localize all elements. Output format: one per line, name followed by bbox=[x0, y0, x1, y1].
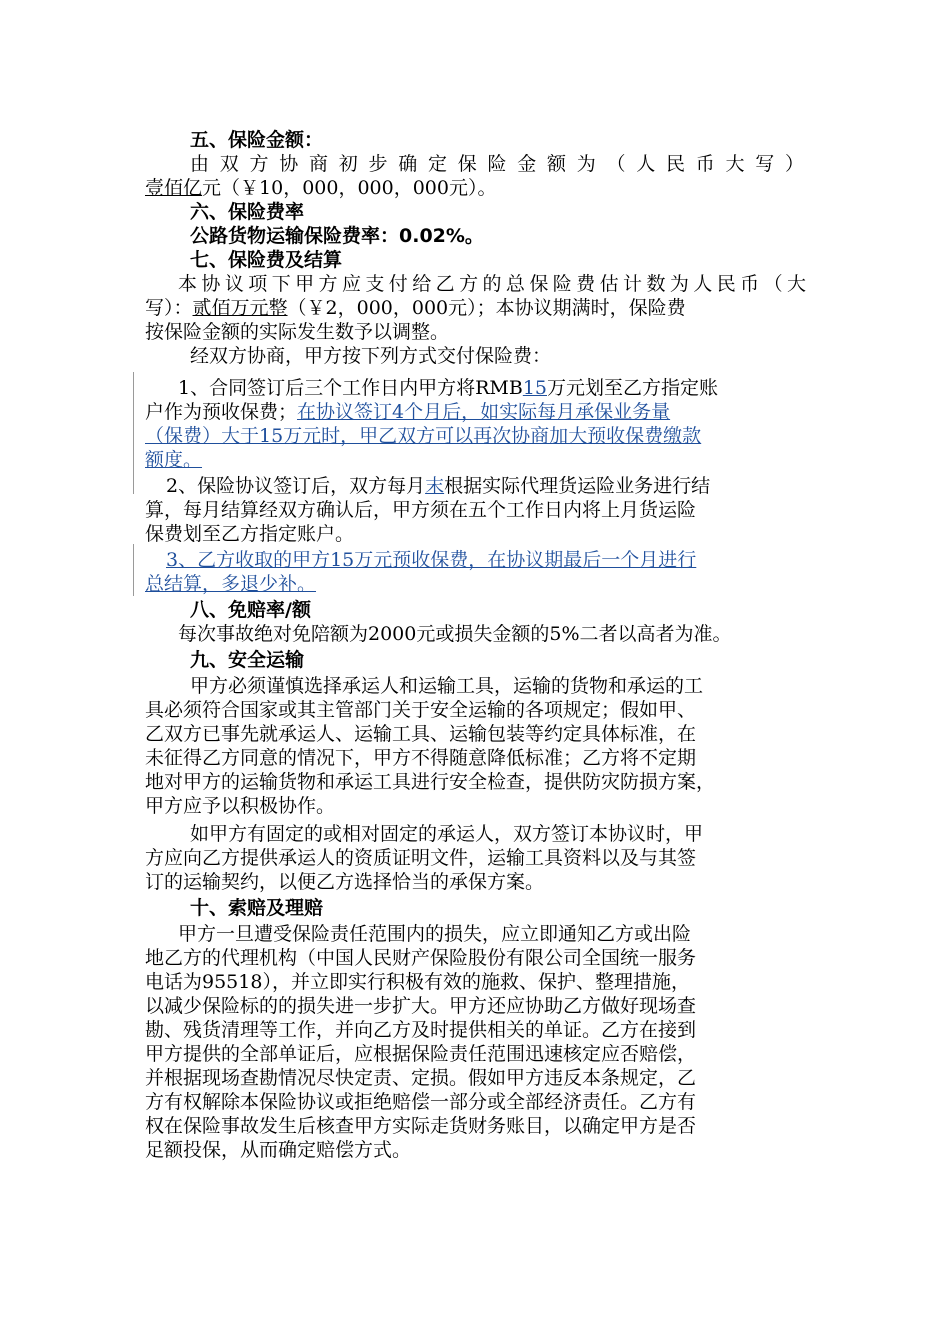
total-premium-uppercase: 贰佰万元整 bbox=[192, 297, 288, 319]
item-1-line-4: 额度。 bbox=[145, 449, 203, 471]
section-10-p1-line: 地乙方的代理机构（中国人民财产保险股份有限公司全国统一服务 bbox=[145, 947, 697, 969]
premium-rate: 公路货物运输保险费率：0.02%。 bbox=[190, 225, 484, 247]
section-10-p1-line: 权在保险事故发生后核查甲方实际走货财务账目，以确定甲方是否 bbox=[145, 1115, 697, 1137]
section-9-p2-line: 订的运输契约，以便乙方选择恰当的承保方案。 bbox=[145, 871, 545, 893]
item-2-line-3: 保费划至乙方指定账户。 bbox=[145, 523, 355, 545]
revision-bar bbox=[133, 372, 134, 494]
section-10-p1-line: 以减少保险标的的损失进一步扩大。甲方还应协助乙方做好现场查 bbox=[145, 995, 697, 1017]
section-9-heading: 九、安全运输 bbox=[190, 649, 305, 671]
section-5-line-2: 壹佰亿元（￥10，000，000，000元）。 bbox=[145, 177, 497, 199]
item-1-line-3: （保费）大于15万元时，甲乙双方可以再次协商加大预收保费缴款 bbox=[145, 425, 702, 447]
section-8-text: 每次事故绝对免陪额为2000元或损失金额的5%二者以高者为准。 bbox=[178, 623, 732, 645]
section-10-heading: 十、索赔及理赔 bbox=[190, 897, 324, 919]
section-10-p1-line: 方有权解除本保险协议或拒绝赔偿一部分或全部经济责任。乙方有 bbox=[145, 1091, 697, 1113]
section-9-p1-line: 乙双方已事先就承运人、运输工具、运输包装等约定具体标准，在 bbox=[145, 723, 697, 745]
revision-text: 在协议签订4个月后，如实际每月承保业务量 bbox=[297, 401, 671, 423]
section-10-p1-line: 电话为95518），并立即实行积极有效的施救、保护、整理措施， bbox=[145, 971, 690, 993]
section-9-p1-line: 地对甲方的运输货物和承运工具进行安全检查，提供防灾防损方案， bbox=[145, 771, 716, 793]
section-10-p1-line: 甲方提供的全部单证后，应根据保险责任范围迅速核定应否赔偿， bbox=[145, 1043, 697, 1065]
section-7-p2: 经双方协商，甲方按下列方式交付保险费： bbox=[190, 345, 552, 367]
section-10-p1-line: 并根据现场查勘情况尽快定责、定损。假如甲方违反本条规定，乙 bbox=[145, 1067, 697, 1089]
item-2-line-1: 2、保险协议签订后，双方每月末根据实际代理货运险业务进行结 bbox=[166, 475, 711, 497]
section-9-p1-line: 甲方必须谨慎选择承运人和运输工具，运输的货物和承运的工 bbox=[190, 675, 704, 697]
section-7-p1-line-3: 按保险金额的实际发生数予以调整。 bbox=[145, 321, 450, 343]
section-10-p1-line: 足额投保，从而确定赔偿方式。 bbox=[145, 1139, 412, 1161]
item-1-line-1: 1、合同签订后三个工作日内甲方将RMB15万元划至乙方指定账 bbox=[178, 377, 719, 399]
section-9-p1-line: 未征得乙方同意的情况下，甲方不得随意降低标准；乙方将不定期 bbox=[145, 747, 697, 769]
section-10-p1-line: 甲方一旦遭受保险责任范围内的损失，应立即通知乙方或出险 bbox=[178, 923, 692, 945]
revision-bar bbox=[133, 544, 134, 596]
section-9-p2-line: 方应向乙方提供承运人的资质证明文件，运输工具资料以及与其签 bbox=[145, 847, 697, 869]
section-10-p1-line: 勘、残货清理等工作，并向乙方及时提供相关的单证。乙方在接到 bbox=[145, 1019, 697, 1041]
section-7-heading: 七、保险费及结算 bbox=[190, 249, 343, 271]
section-9-p2-line: 如甲方有固定的或相对固定的承运人，双方签订本协议时，甲 bbox=[190, 823, 704, 845]
item-3-line-2: 总结算，多退少补。 bbox=[145, 573, 317, 595]
section-7-p1-line-2: 写）：贰佰万元整（￥2，000，000元）；本协议期满时，保险费 bbox=[145, 297, 686, 319]
section-9-p1-line: 具必须符合国家或其主管部门关于安全运输的各项规定；假如甲、 bbox=[145, 699, 697, 721]
section-9-p1-line: 甲方应予以积极协作。 bbox=[145, 795, 336, 817]
section-7-p1-line-1: 本协议项下甲方应支付给乙方的总保险费估计数为人民币（大 bbox=[178, 273, 806, 295]
item-3-line-1: 3、乙方收取的甲方15万元预收保费，在协议期最后一个月进行 bbox=[166, 549, 697, 571]
amount-uppercase: 壹佰亿 bbox=[145, 177, 203, 199]
section-5-heading: 五、保险金额： bbox=[190, 129, 324, 151]
section-8-heading: 八、免赔率/额 bbox=[190, 599, 311, 621]
section-6-heading: 六、保险费率 bbox=[190, 201, 305, 223]
item-1-line-2: 户作为预收保费；在协议签订4个月后，如实际每月承保业务量 bbox=[145, 401, 671, 423]
item-2-line-2: 算，每月结算经双方确认后，甲方须在五个工作日内将上月货运险 bbox=[145, 499, 697, 521]
section-5-line-1: 由双方协商初步确定保险金额为（人民币大写） bbox=[190, 153, 804, 175]
